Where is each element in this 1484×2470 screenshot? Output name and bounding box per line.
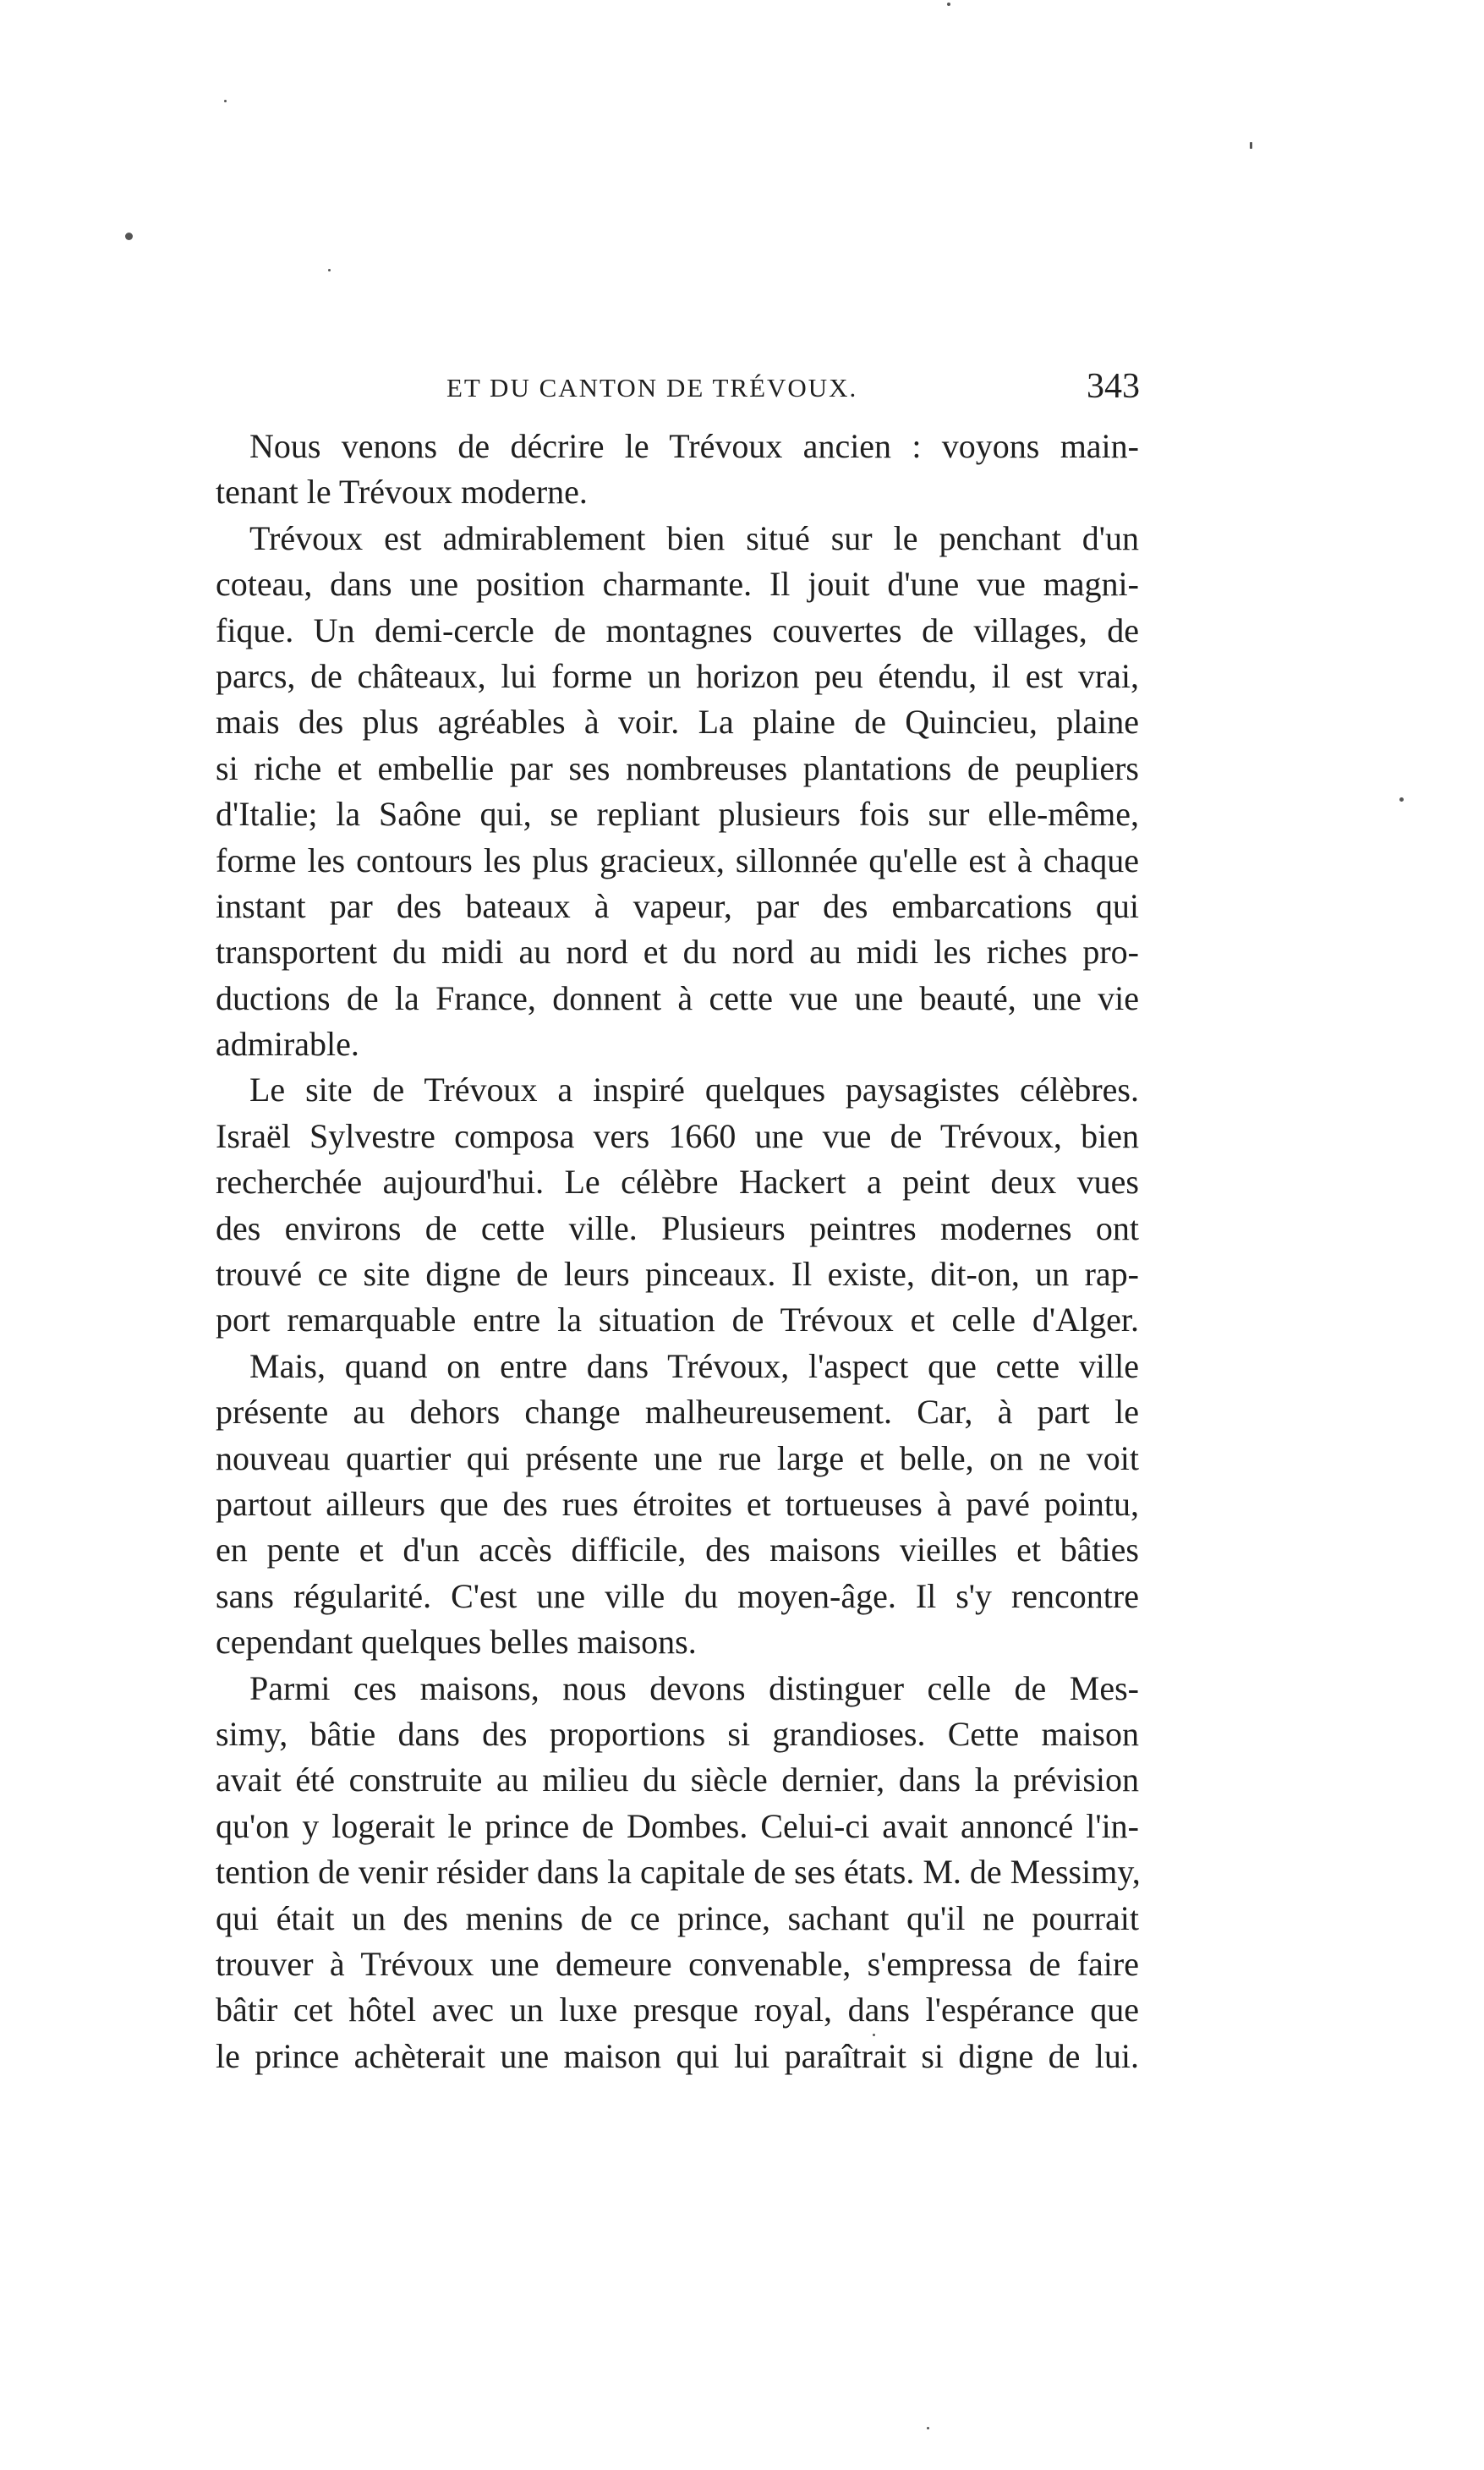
text-line: avait été construite au milieu du siècle dernier, dans la prévision (216, 1761, 1139, 1799)
text-line: recherchée aujourd'hui. Le célèbre Hackert a peint deux vues (216, 1163, 1139, 1202)
text-line: forme les contours les plus gracieux, sillonnée qu'elle est à chaque (216, 841, 1139, 879)
text-line: partout ailleurs que des rues étroites et tortueuses à pavé pointu, (216, 1484, 1139, 1523)
text-line: mais des plus agréables à voir. La plaine de Quincieu, plaine (216, 703, 1139, 742)
text-line: port remarquable entre la situation de Trévoux et celle d'Alger. (216, 1301, 1139, 1339)
text-line: admirable. (216, 1025, 359, 1064)
scan-speck (873, 2034, 875, 2036)
text-line: transportent du midi au nord et du nord au midi les riches pro- (216, 933, 1139, 972)
text-line: d'Italie; la Saône qui, se repliant plusieurs fois sur elle-même, (216, 795, 1139, 834)
paragraph-1 (216, 424, 1139, 516)
scan-speck (224, 100, 227, 102)
text-line: Parmi ces maisons, nous devons distinguer celle de Mes- (249, 1668, 1139, 1707)
scan-speck (328, 269, 331, 271)
text-line: des environs de cette ville. Plusieurs peintres modernes ont (216, 1208, 1139, 1247)
scan-speck (125, 233, 133, 240)
body-text (216, 424, 1139, 2079)
text-line: tenant le Trévoux moderne. (216, 473, 588, 512)
running-title: ET DU CANTON DE TRÉVOUX. (446, 373, 858, 403)
text-line: qu'on y logerait le prince de Dombes. Celui-ci avait annoncé l'in- (216, 1806, 1139, 1845)
text-line: tention de venir résider dans la capitale de ses états. M. de Messimy, (216, 1853, 1141, 1892)
text-line: sans régularité. C'est une ville du moyen-âge. Il s'y rencontre (216, 1576, 1139, 1615)
text-line: en pente et d'un accès difficile, des maisons vieilles et bâties (216, 1531, 1139, 1569)
running-head (218, 366, 1140, 417)
page-number: 343 (1087, 367, 1140, 406)
text-line: Nous venons de décrire le Trévoux ancien : voyons main- (249, 427, 1139, 465)
text-line: Mais, quand on entre dans Trévoux, l'aspect que cette ville (249, 1346, 1139, 1385)
paragraph-2 (216, 516, 1139, 1068)
text-line: fique. Un demi-cercle de montagnes couvertes de villages, de (216, 611, 1139, 649)
text-line: bâtir cet hôtel avec un luxe presque royal, dans l'espérance que (216, 1991, 1139, 2029)
text-line: Trévoux est admirablement bien situé sur le penchant d'un (249, 518, 1139, 557)
text-line: trouvé ce site digne de leurs pinceaux. Il existe, dit-on, un rap- (216, 1255, 1139, 1294)
scan-speck (1250, 142, 1252, 149)
text-line: ductions de la France, donnent à cette vue une beauté, une vie (216, 978, 1139, 1017)
text-line: Israël Sylvestre composa vers 1660 une vue de Trévoux, bien (216, 1116, 1139, 1155)
text-line: coteau, dans une position charmante. Il jouit d'une vue magni- (216, 565, 1139, 604)
text-line: présente au dehors change malheureusement. Car, à part le (216, 1393, 1139, 1432)
text-line: simy, bâtie dans des proportions si grandioses. Cette maison (216, 1714, 1139, 1753)
scan-speck (947, 3, 950, 6)
scan-speck (1399, 797, 1404, 802)
text-line: cependant quelques belles maisons. (216, 1623, 697, 1662)
text-line: instant par des bateaux à vapeur, par des embarcations qui (216, 886, 1139, 925)
paragraph-5 (216, 1666, 1139, 2080)
text-line: Le site de Trévoux a inspiré quelques paysagistes célèbres. (249, 1071, 1139, 1109)
text-line: le prince achèterait une maison qui lui paraîtrait si digne de lui. (216, 2036, 1139, 2075)
paragraph-3 (216, 1067, 1139, 1343)
text-line: si riche et embellie par ses nombreuses plantations de peupliers (216, 748, 1139, 787)
paragraph-4 (216, 1344, 1139, 1666)
text-line: trouver à Trévoux une demeure convenable, s'empressa de faire (216, 1944, 1139, 1983)
text-line: parcs, de châteaux, lui forme un horizon peu étendu, il est vrai, (216, 656, 1139, 695)
text-line: nouveau quartier qui présente une rue large et belle, on ne voit (216, 1438, 1139, 1477)
scan-speck (927, 2427, 929, 2429)
text-line: qui était un des menins de ce prince, sachant qu'il ne pourrait (216, 1898, 1139, 1937)
